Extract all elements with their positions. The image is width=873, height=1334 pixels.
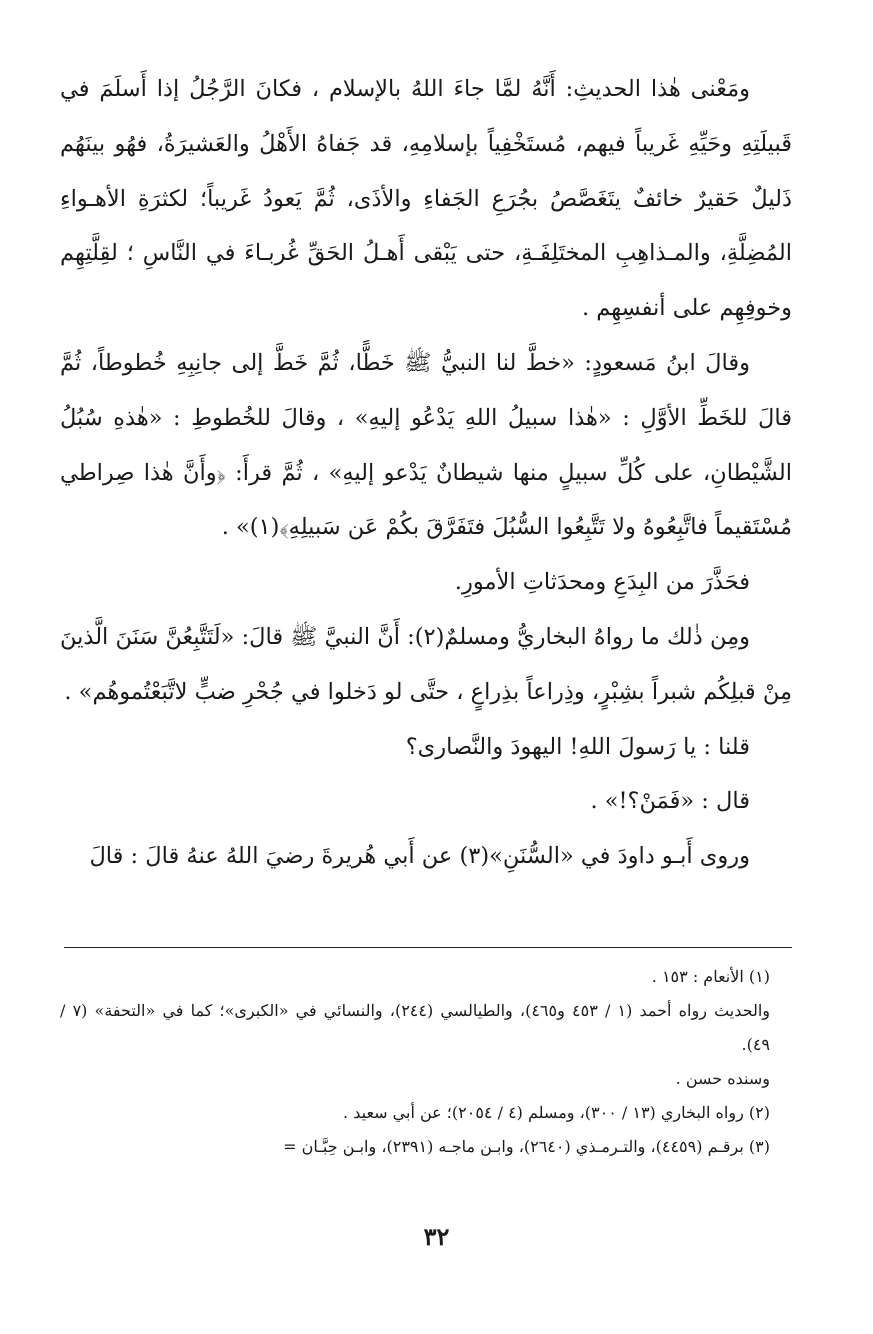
footnotes <box>60 960 792 1164</box>
footnote-1-source: والحديث رواه أحمد (١ / ٤٥٣ و٤٦٥)، والطيالسي (٢٤٤)، والنسائي في «الكبرى»؛ كما في «التحفة» (٧ / ٤٩). <box>60 1001 771 1054</box>
paragraph-question: قلنا : يا رَسولَ اللهِ! اليهودَ والنَّصارى؟ <box>405 733 750 760</box>
page-content <box>60 62 792 1156</box>
footnote-2: (٢) رواه البخاري (١٣ / ٣٠٠)، ومسلم (٤ / ٢٠٥٤)؛ عن أبي سعيد . <box>343 1103 770 1122</box>
paragraph-answer: قال : «فَمَنْ؟!» . <box>590 788 750 815</box>
paragraph-warning: فحَذَّرَ من البِدَعِ ومحدَثاتِ الأمورِ. <box>454 569 750 596</box>
paragraph-ibn-masud: وقالَ ابنُ مَسعودٍ: «خطَّ لنا النبيُّ ﷺ خَطًّا، ثُمَّ خَطَّ إلى جانِبِهِ خُطوطاً، ثُمَّ قالَ للخَطِّ الأوَّلِ : «هٰذا سبيلُ اللهِ يَدْعُو إليهِ» ، وقالَ للخُطوطِ : «هٰذهِ سُبُلُ الشَّيْطانِ، على كُلِّ سبيلٍ منها شيطانٌ يَدْعو إليهِ» ، ثُمَّ قرأَ: ﴿وأَنَّ هٰذا صِراطي مُسْتَقيماً فاتَّبِعُوهُ ولا تَتَّبِعُوا السُّبُلَ فتَفَرَّقَ بكُمْ عَن سَبيلِهِ﴾(١)» . <box>60 349 792 541</box>
paragraph-abu-dawud: وروى أَبـو داودَ في «السُّنَنِ»(٣) عن أَبي هُريرةَ رضيَ اللهُ عنهُ قالَ : قالَ <box>89 843 750 870</box>
footnote-3: (٣) برقـم (٤٤٥٩)، والتـرمـذي (٢٦٤٠)، وابـن ماجـه (٢٣٩١)، وابـن حِبَّـان = <box>283 1137 770 1156</box>
main-text <box>60 62 792 884</box>
paragraph-hadith-meaning: ومَعْنى هٰذا الحديثِ: أَنَّهُ لمَّا جاءَ اللهُ بالإسلام ، فكانَ الرَّجُلُ إذا أَسلَمَ في قَبيلَتِهِ وحَيِّهِ غَريباً فيهم، مُستَخْفِياً بإسلامِهِ، قد جَفاهُ الأَهْلُ والعَشيرَةُ، فهُو بينَهُم ذَليلٌ حَقيرٌ خائفٌ يتَغَصَّصُ بجُرَعِ الجَفاءِ والأذَى، ثُمَّ يَعودُ غَريباً؛ لكثرَةِ الأهـواءِ المُضِلَّةِ، والمـذاهِبِ المختَلِفَـةِ، حتى يَبْقى أَهـلُ الحَقِّ غُربـاءَ في النَّاسِ ؛ لقِلَّتِهِم وخوفِهِم على أنفسِهِم . <box>60 76 792 322</box>
paragraph-bukhari-muslim: ومِن ذٰلك ما رواهُ البخاريُّ ومسلمٌ(٢): أَنَّ النبيَّ ﷺ قالَ: «لَتَتَّبِعُنَّ سَنَنَ الَّذينَ مِنْ قبلِكُم شبراً بشِبْرٍ، وذِراعاً بذِراعٍ ، حتَّى لو دَخلوا في جُحْرِ ضبٍّ لاتَّبَعْتُموهُم» . <box>60 623 792 705</box>
footnote-1-grading: وسنده حسن . <box>675 1069 770 1088</box>
page-number: ٣٢ <box>423 1222 450 1251</box>
footnote-1: (١) الأنعام : ١٥٣ . <box>651 967 770 986</box>
footnote-divider <box>64 947 792 948</box>
